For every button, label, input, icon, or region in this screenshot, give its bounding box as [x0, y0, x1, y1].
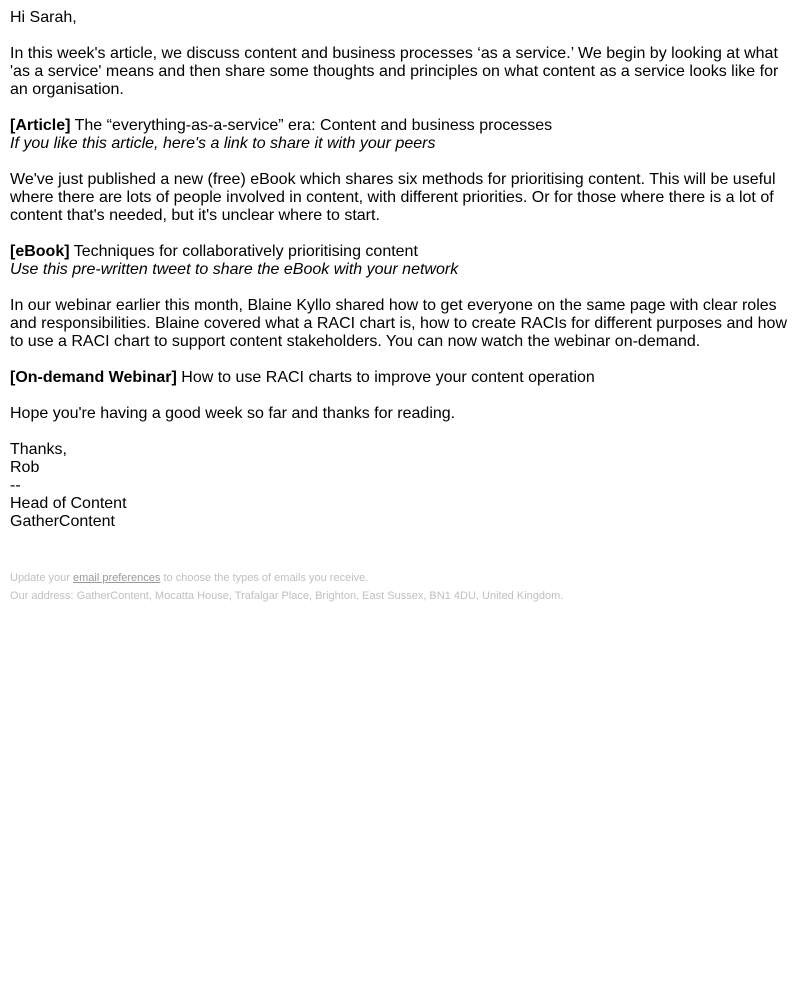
signature-separator: --: [10, 477, 21, 494]
webinar-line: [10, 369, 790, 387]
ebook-line: [10, 243, 790, 261]
footer-preferences: Update your email preferences to choose the types of emails you receive.: [10, 572, 369, 584]
ebook-link[interactable]: Techniques for collaboratively prioritising content: [73, 243, 418, 260]
greeting: Hi Sarah,: [10, 9, 77, 26]
signature-thanks: Thanks,: [10, 441, 67, 458]
webinar-link[interactable]: How to use RACI charts to improve your content operation: [181, 369, 595, 386]
webinar-tag: [On-demand Webinar]: [10, 369, 177, 386]
article-share-link[interactable]: If you like this article, here's a link to share it with your peers: [10, 135, 436, 152]
footer-address: Our address: GatherContent, Mocatta House, Trafalgar Place, Brighton, East Sussex, BN1 4DU, United Kingdom.: [10, 590, 564, 602]
article-tag: [Article]: [10, 117, 71, 134]
ebook-block: [10, 243, 790, 279]
article-block: [10, 117, 790, 153]
webinar-intro-paragraph: In our webinar earlier this month, Blaine Kyllo shared how to get everyone on the same page with clear roles and responsibilities. Blaine covered what a RACI chart is, how to create RACIs for different purposes and how to use a RACI chart to support content stakeholders. You can now watch the webinar on-demand.: [10, 297, 787, 350]
ebook-tag: [eBook]: [10, 243, 70, 260]
signature-company: GatherContent: [10, 513, 115, 530]
signature-name: Rob: [10, 459, 40, 476]
article-link[interactable]: The “everything-as-a-service” era: Content and business processes: [74, 117, 553, 134]
intro-paragraph: In this week's article, we discuss content and business processes ‘as a service.’ We begin by looking at what 'as a service' means and then share some thoughts and principles on what content as a service looks like for an organisation.: [10, 45, 779, 98]
article-line: [10, 117, 790, 135]
footer: [10, 569, 790, 605]
email-body: [10, 9, 790, 605]
ebook-intro-paragraph: We've just published a new (free) eBook which shares six methods for prioritising content. This will be useful where there are lots of people involved in content, with different priorities. Or for those where there is a lot of content that's needed, but it's unclear where to start.: [10, 171, 776, 224]
signature-role: Head of Content: [10, 495, 127, 512]
signature: [10, 441, 790, 531]
closing-paragraph: Hope you're having a good week so far and thanks for reading.: [10, 405, 456, 422]
ebook-share-link[interactable]: Use this pre-written tweet to share the eBook with your network: [10, 261, 459, 278]
email-preferences-link[interactable]: email preferences: [72, 572, 161, 584]
